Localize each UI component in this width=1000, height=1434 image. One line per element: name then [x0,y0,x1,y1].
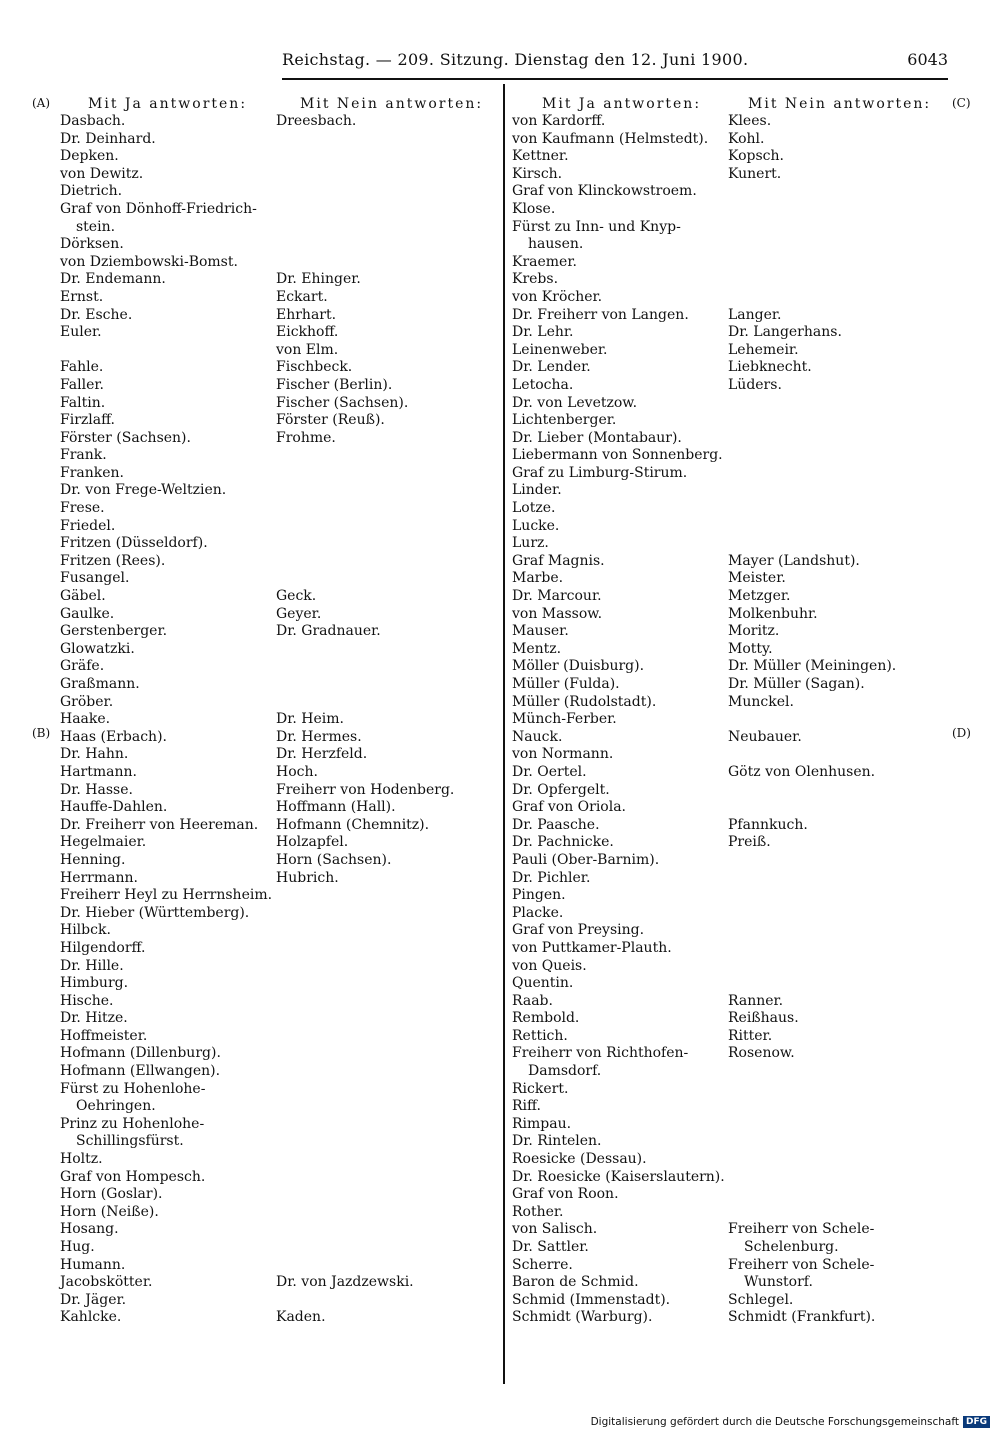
name-entry: Dr. Freiherr von Heereman. [60,816,259,833]
name-entry [728,852,896,870]
name-entry [276,993,454,1011]
page-number: 6043 [907,50,948,69]
name-entry: Dr. Hille. [60,957,124,974]
name-entry [276,1186,454,1204]
name-entry: Dietrich. [60,183,123,200]
name-entry: Raab. [512,992,553,1009]
name-entry: stein. [76,218,116,235]
left-nein-heading: Mit Nein antworten: [300,96,484,112]
name-entry: Hosang. [60,1221,119,1238]
name-entry [276,958,454,976]
name-entry [728,1063,896,1081]
name-entry: Gerstenberger. [60,623,168,640]
name-entry: von Elm. [276,341,339,358]
page-header [282,50,948,74]
name-entry [276,1292,454,1310]
name-entry: Dr. Lender. [512,359,591,376]
name-entry [728,1204,896,1222]
name-entry: Müller (Fulda). [512,676,620,692]
name-entry [276,1116,454,1134]
name-entry: Ritter. [728,1027,773,1044]
left-nein-list [276,113,454,1327]
name-entry [728,201,896,219]
name-entry: Motty. [728,640,773,657]
name-entry [276,1098,454,1116]
name-entry [276,1028,454,1046]
name-entry: Horn (Neiße). [60,1203,159,1220]
name-entry [276,1169,454,1187]
name-entry: Hartmann. [60,763,137,780]
name-entry: Horn (Goslar). [60,1186,163,1203]
name-entry: Haake. [60,711,111,728]
name-entry: Dr. Müller (Meiningen). [728,658,897,675]
name-entry: Lurz. [512,535,549,552]
name-entry: Dr. Gradnauer. [276,623,381,640]
name-entry [728,412,896,430]
name-entry [276,1045,454,1063]
name-entry [276,922,454,940]
name-entry: Schelenburg. [744,1239,839,1255]
name-entry [728,289,896,307]
name-entry [728,782,896,800]
left-ja-list [60,113,272,1327]
name-entry: Moritz. [728,623,780,640]
name-entry: Dr. Opfergelt. [512,781,610,798]
footer [591,1416,990,1428]
name-entry [728,887,896,905]
name-entry: Freiherr von Schele- [728,1256,875,1273]
name-entry [728,1081,896,1099]
name-entry: Frank. [60,447,107,464]
name-entry [276,641,454,659]
name-entry [276,1010,454,1028]
name-entry: Quentin. [512,975,574,992]
name-entry: Hoffmeister. [60,1027,148,1044]
name-entry: Kirsch. [512,165,563,182]
name-entry: Molkenbuhr. [728,605,818,622]
column-divider [503,84,505,1384]
name-entry [276,447,454,465]
name-entry [728,711,896,729]
footer-text: Digitalisierung gefördert durch die Deutsche Forschungsgemeinschaft [590,1416,959,1428]
name-entry: Graßmann. [60,676,140,692]
name-entry [728,975,896,993]
name-entry: Firzlaff. [60,412,115,429]
name-entry: Pingen. [512,887,566,904]
name-entry [728,940,896,958]
name-entry [276,1081,454,1099]
name-entry: Freiherr von Schele- [728,1221,875,1238]
name-entry: Fahle. [60,359,104,376]
name-entry: Leinenweber. [512,341,608,358]
name-entry: von Kardorff. [512,113,606,129]
name-entry: Friedel. [60,517,116,534]
name-entry: Klees. [728,113,772,129]
name-entry [276,535,454,553]
name-entry: Herrmann. [60,869,138,886]
name-entry [728,183,896,201]
name-entry [276,1221,454,1239]
name-entry: Fusangel. [60,570,130,587]
name-entry: Gaulke. [60,605,115,622]
name-entry: Meister. [728,570,786,587]
name-entry: Dörksen. [60,236,124,253]
name-entry: Gäbel. [60,588,106,605]
name-entry: Hische. [60,992,114,1009]
left-ja-heading: Mit Ja antworten: [88,96,248,112]
name-entry: Dr. Hitze. [60,1010,128,1027]
name-entry: Dr. Heim. [276,711,344,728]
name-entry: Mauser. [512,623,569,640]
name-entry: Dasbach. [60,113,126,129]
name-entry: Roesicke (Dessau). [512,1151,647,1168]
name-entry [276,694,454,712]
name-entry: Graf zu Limburg-Stirum. [512,464,688,481]
name-entry [728,746,896,764]
name-entry: Dr. Ehinger. [276,271,361,288]
name-entry: Rimpau. [512,1115,572,1132]
name-entry: Dr. von Levetzow. [512,394,638,411]
name-entry: von Dziembowski-Bomst. [60,253,238,270]
name-entry [276,975,454,993]
name-entry: Graf von Preysing. [512,922,645,939]
name-entry [276,940,454,958]
name-entry [276,219,454,237]
name-entry: Müller (Rudolstadt). [512,693,657,710]
name-entry: Hofmann (Chemnitz). [276,816,430,833]
right-nein-list [728,113,896,1327]
name-entry: Baron de Schmid. [512,1274,639,1291]
name-entry: Dr. Langerhans. [728,324,842,341]
name-entry [728,518,896,536]
name-entry: Förster (Reuß). [276,412,385,429]
name-entry: Henning. [60,851,126,868]
name-entry [728,1186,896,1204]
name-entry: Schmidt (Warburg). [512,1309,653,1326]
name-entry: von Normann. [512,746,614,763]
name-entry: Holzapfel. [276,834,349,851]
name-entry: Klose. [512,200,556,217]
name-entry: Holtz. [60,1151,103,1168]
name-entry: Fürst zu Inn- und Knyp- [512,218,681,235]
name-entry: Rettich. [512,1027,568,1044]
margin-mark-b: (B) [32,726,51,740]
name-entry [276,500,454,518]
name-entry: Himburg. [60,975,129,992]
name-entry: Dr. Sattler. [512,1239,589,1255]
name-entry [276,236,454,254]
name-entry: Graf von Roon. [512,1186,619,1203]
name-entry: Haas (Erbach). [60,728,167,745]
name-entry: Nauck. [512,728,563,745]
name-entry: hausen. [528,236,584,253]
name-entry: Fischer (Berlin). [276,376,393,393]
name-entry [728,535,896,553]
name-entry [728,1151,896,1169]
name-entry: Jacobskötter. [60,1274,153,1291]
name-entry [60,342,272,360]
name-entry: Rother. [512,1203,564,1220]
name-entry: Lotze. [512,500,556,517]
name-entry: Lehemeir. [728,341,799,358]
name-entry: Ehrhart. [276,306,337,323]
name-entry [728,430,896,448]
name-entry [728,236,896,254]
name-entry: Gräfe. [60,658,105,675]
name-entry: Dr. Marcour. [512,588,602,605]
name-entry: Kunert. [728,165,782,182]
name-entry [276,482,454,500]
name-entry: Glowatzki. [60,640,135,657]
name-entry [276,131,454,149]
name-entry: Frese. [60,500,105,517]
name-entry: Kopsch. [728,148,784,165]
name-entry: Munckel. [728,693,794,710]
name-entry: Schmidt (Frankfurt). [728,1309,876,1326]
name-entry [728,500,896,518]
name-entry: Dr. Roesicke (Kaiserslautern). [512,1168,725,1185]
name-entry [276,254,454,272]
name-entry: von Queis. [512,957,587,974]
name-entry: Dr. Müller (Sagan). [728,676,865,692]
name-entry: Franken. [60,464,125,481]
name-entry: Fischer (Sachsen). [276,394,409,411]
name-entry [728,219,896,237]
name-entry: Pauli (Ober-Barnim). [512,851,660,868]
name-entry: Münch-Ferber. [512,711,617,728]
name-entry [276,201,454,219]
name-entry [276,1239,454,1257]
name-entry: Hilgendorff. [60,939,146,956]
name-entry: Rembold. [512,1010,580,1027]
margin-mark-a: (A) [32,96,51,110]
header-rule [282,78,948,80]
name-entry: Wunstorf. [744,1274,813,1291]
right-ja-list [512,113,725,1327]
name-entry: Dreesbach. [276,113,357,129]
name-entry [728,1116,896,1134]
name-entry: Hofmann (Ellwangen). [60,1063,221,1080]
name-entry: Dr. Oertel. [512,763,587,780]
name-entry [728,958,896,976]
name-entry: Hilbck. [60,922,111,939]
name-entry: Freiherr von Richthofen- [512,1045,689,1062]
name-entry [276,1204,454,1222]
name-entry: Scherre. [512,1256,573,1273]
name-entry: von Puttkamer-Plauth. [512,939,672,956]
name-entry: von Kröcher. [512,288,603,305]
name-entry [728,1169,896,1187]
name-entry: von Salisch. [512,1221,598,1238]
name-entry [728,1133,896,1151]
name-entry: Freiherr von Hodenberg. [276,781,455,798]
name-entry: Dr. Deinhard. [60,130,156,147]
name-entry: Rickert. [512,1080,569,1097]
name-entry: Förster (Sachsen). [60,429,191,446]
name-entry: Dr. Freiherr von Langen. [512,306,689,323]
name-entry: Humann. [60,1256,126,1273]
name-entry: Oehringen. [76,1098,156,1115]
name-entry: Dr. Endemann. [60,271,166,288]
name-entry: Neubauer. [728,728,802,745]
name-entry: Schillingsfürst. [76,1133,184,1150]
name-entry [728,870,896,888]
name-entry [276,676,454,694]
name-entry: Schlegel. [728,1291,794,1308]
right-ja-heading: Mit Ja antworten: [542,96,702,112]
name-entry: Faller. [60,376,104,393]
name-entry: Depken. [60,148,119,165]
name-entry: Fischbeck. [276,359,353,376]
name-entry [276,166,454,184]
name-entry [728,799,896,817]
name-entry: Liebknecht. [728,359,812,376]
name-entry: Lüders. [728,376,782,393]
name-entry: Letocha. [512,376,574,393]
name-entry [728,395,896,413]
name-entry: Hauffe-Dahlen. [60,799,168,816]
name-entry [728,1098,896,1116]
name-entry [276,518,454,536]
name-entry: Dr. Lieber (Montabaur). [512,429,682,446]
name-entry: Dr. von Frege-Weltzien. [60,482,227,499]
name-entry: Dr. Lehr. [512,324,574,341]
name-entry: Mayer (Landshut). [728,552,860,569]
name-entry: Graf von Oriola. [512,799,627,816]
name-entry: Dr. Paasche. [512,816,600,833]
name-entry [728,254,896,272]
margin-mark-c: (C) [952,96,971,110]
name-entry: Schmid (Immenstadt). [512,1291,671,1308]
name-entry: Dr. Pachnicke. [512,834,614,851]
name-entry [276,887,454,905]
name-entry: Preiß. [728,834,771,851]
name-entry: Dr. Rintelen. [512,1133,602,1150]
name-entry: Pfannkuch. [728,816,808,833]
name-entry [276,148,454,166]
name-entry: Graf von Hompesch. [60,1168,206,1185]
name-entry: von Massow. [512,605,603,622]
name-entry: Graf von Dönhoff-Friedrich- [60,200,257,217]
name-entry [276,1063,454,1081]
page-title: Reichstag. — 209. Sitzung. Dienstag den 12. Juni 1900. [282,50,749,69]
name-entry: Riff. [512,1098,541,1115]
name-entry: Liebermann von Sonnenberg. [512,447,723,464]
name-entry: Kaden. [276,1309,326,1326]
name-entry: Kettner. [512,148,569,165]
name-entry [728,271,896,289]
name-entry [728,447,896,465]
dfg-logo: DFG [963,1416,990,1428]
name-entry [276,1133,454,1151]
name-entry: Placke. [512,904,564,921]
name-entry: Graf Magnis. [512,552,605,569]
name-entry: Geck. [276,588,317,605]
name-entry: Krebs. [512,271,559,288]
name-entry: Fritzen (Düsseldorf). [60,535,208,552]
name-entry: Möller (Duisburg). [512,658,645,675]
name-entry: Reißhaus. [728,1010,799,1027]
name-entry: Ranner. [728,992,784,1009]
name-entry: Dr. Pichler. [512,869,591,886]
name-entry: Kahlcke. [60,1309,122,1326]
margin-mark-d: (D) [952,726,971,740]
name-entry: Prinz zu Hohenlohe- [60,1115,205,1132]
name-entry: Dr. Hieber (Württemberg). [60,904,250,921]
name-entry: Hoch. [276,763,318,780]
name-entry [728,482,896,500]
name-entry: Hegelmaier. [60,834,147,851]
name-entry: Gröber. [60,693,114,710]
name-entry: Lucke. [512,517,560,534]
name-entry [276,465,454,483]
name-entry: Graf von Klinckowstroem. [512,183,697,200]
name-entry: Fritzen (Rees). [60,552,166,569]
name-entry: Dr. Esche. [60,306,133,323]
name-entry: Geyer. [276,605,322,622]
name-entry: Dr. Hermes. [276,728,362,745]
name-entry: Dr. von Jazdzewski. [276,1274,414,1291]
name-entry: Dr. Herzfeld. [276,746,368,763]
name-entry: Freiherr Heyl zu Herrnsheim. [60,887,273,904]
name-entry: Eckart. [276,288,328,305]
name-entry [728,905,896,923]
name-entry [276,658,454,676]
name-entry: Rosenow. [728,1045,795,1062]
name-entry: Hofmann (Dillenburg). [60,1045,221,1062]
name-entry: Dr. Hasse. [60,781,133,798]
name-entry [276,1257,454,1275]
name-entry: Dr. Hahn. [60,746,129,763]
name-entry: Dr. Jäger. [60,1291,127,1308]
name-entry: Horn (Sachsen). [276,851,392,868]
name-entry [276,570,454,588]
name-entry: Kohl. [728,130,765,147]
name-entry: Hoffmann (Hall). [276,799,396,816]
name-entry: Hubrich. [276,869,339,886]
right-nein-heading: Mit Nein antworten: [748,96,932,112]
name-entry: Hug. [60,1239,95,1255]
name-entry: Euler. [60,324,102,341]
name-entry: Ernst. [60,288,104,305]
name-entry: Faltin. [60,394,106,411]
name-entry: Götz von Olenhusen. [728,763,876,780]
name-entry [276,553,454,571]
name-entry: Kraemer. [512,253,577,270]
name-entry: Lichtenberger. [512,412,617,429]
name-entry [276,905,454,923]
name-entry: Frohme. [276,429,336,446]
name-entry: Marbe. [512,570,564,587]
name-entry: Damsdorf. [528,1063,602,1080]
name-entry: von Dewitz. [60,165,144,182]
name-entry [728,465,896,483]
name-entry: Fürst zu Hohenlohe- [60,1080,206,1097]
name-entry [276,183,454,201]
name-entry [276,1151,454,1169]
name-entry: Mentz. [512,640,562,657]
name-entry: von Kaufmann (Helmstedt). [512,130,709,147]
name-entry: Linder. [512,482,562,499]
name-entry: Eickhoff. [276,324,339,341]
name-entry: Langer. [728,306,782,323]
name-entry [728,922,896,940]
name-entry: Metzger. [728,588,791,605]
